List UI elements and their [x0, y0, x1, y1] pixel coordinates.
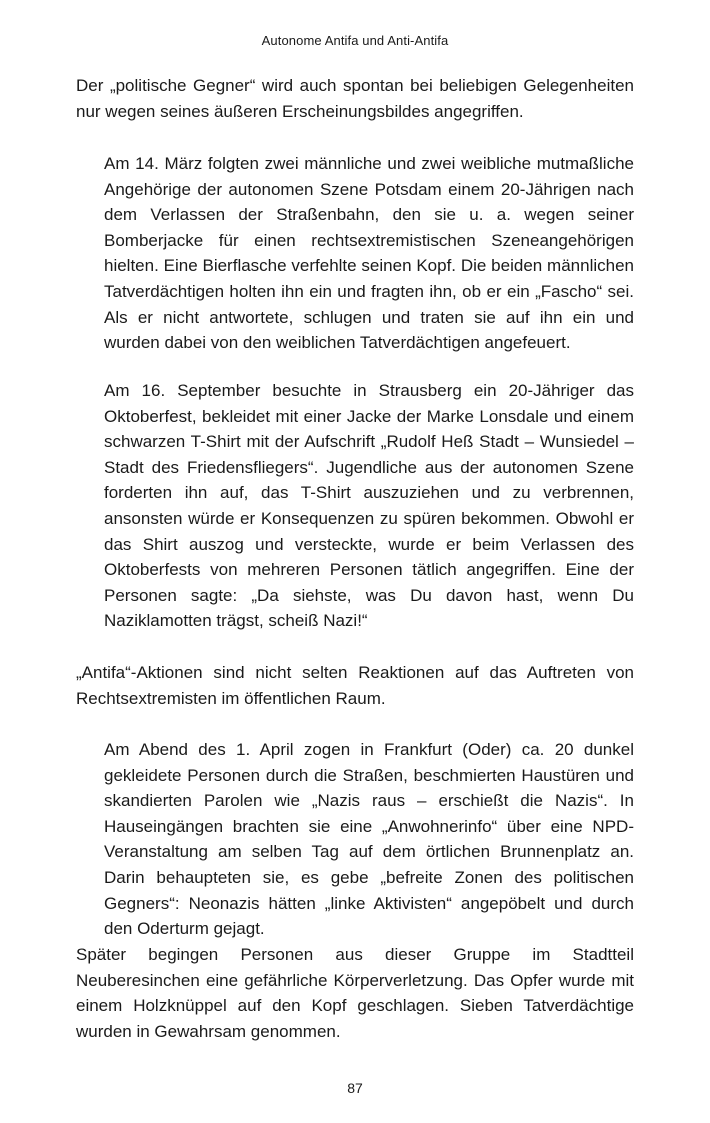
- page-number: 87: [347, 1080, 363, 1096]
- running-header: Autonome Antifa und Anti-Antifa: [261, 33, 449, 48]
- case-paragraph-frankfurt-oder: Am Abend des 1. April zogen in Frankfurt (Oder) ca. 20 dunkel gekleidete Personen durch die Straßen, beschmierten Haustüren und skandierten Parolen wie „Nazis raus – erschießt die Nazis“. In Hauseingängen brachten sie eine „Anwohnerinfo“ über eine NPD-Veranstaltung am selben Tag auf dem örtlichen Brunnenplatz an. Darin behaupteten sie, es gebe „befreite Zonen des politischen Gegners“: Neonazis hätten „linke Aktivisten“ angepöbelt und durch den Oderturm gejagt.: [104, 740, 634, 939]
- paragraph-intro: Der „politische Gegner“ wird auch spontan bei beliebigen Gelegenheiten nur wegen seines äußeren Erscheinungsbildes angegriffen.: [76, 76, 634, 121]
- case-paragraph-potsdam: Am 14. März folgten zwei männliche und zwei weibliche mutmaßliche Angehörige der autonomen Szene Potsdam einem 20-Jährigen nach dem Verlassen der Straßenbahn, den sie u. a. wegen seiner Bomberjacke für einen rechtsextremistischen Szeneangehörigen hielten. Eine Bierflasche verfehlte seinen Kopf. Die beiden männlichen Tatverdächtigen holten ihn ein und fragten ihn, ob er ein „Fascho“ sei. Als er nicht antwortete, schlugen und traten sie auf ihn ein und wurden dabei von den weiblichen Tatverdächtigen angefeuert.: [104, 154, 634, 353]
- paragraph-neuberesinchen: Später begingen Personen aus dieser Gruppe im Stadtteil Neuberesinchen eine gefährliche Körperverletzung. Das Opfer wurde mit einem Holzknüppel auf den Kopf geschlagen. Sieben Tatverdächtige wurden in Gewahrsam genommen.: [76, 945, 634, 1041]
- paragraph-antifa-actions: „Antifa“-Aktionen sind nicht selten Reaktionen auf das Auftreten von Rechtsextremisten im öffentlichen Raum.: [76, 663, 634, 708]
- case-paragraph-strausberg: Am 16. September besuchte in Strausberg ein 20-Jähriger das Oktoberfest, bekleidet mit einer Jacke der Marke Lonsdale und einem schwarzen T-Shirt mit der Aufschrift „Rudolf Heß Stadt – Wunsiedel – Stadt des Friedensfliegers“. Jugendliche aus der autonomen Szene forderten ihn auf, das T-Shirt auszuziehen und zu verbrennen, ansonsten würde er Konsequenzen zu spüren bekommen. Obwohl er das Shirt auszog und versteckte, wurde er beim Verlassen des Oktoberfests von mehreren Personen tätlich angegriffen. Eine der Personen sagte: „Da siehste, was Du davon hast, wenn Du Naziklamotten trägst, scheiß Nazi!“: [104, 381, 634, 631]
